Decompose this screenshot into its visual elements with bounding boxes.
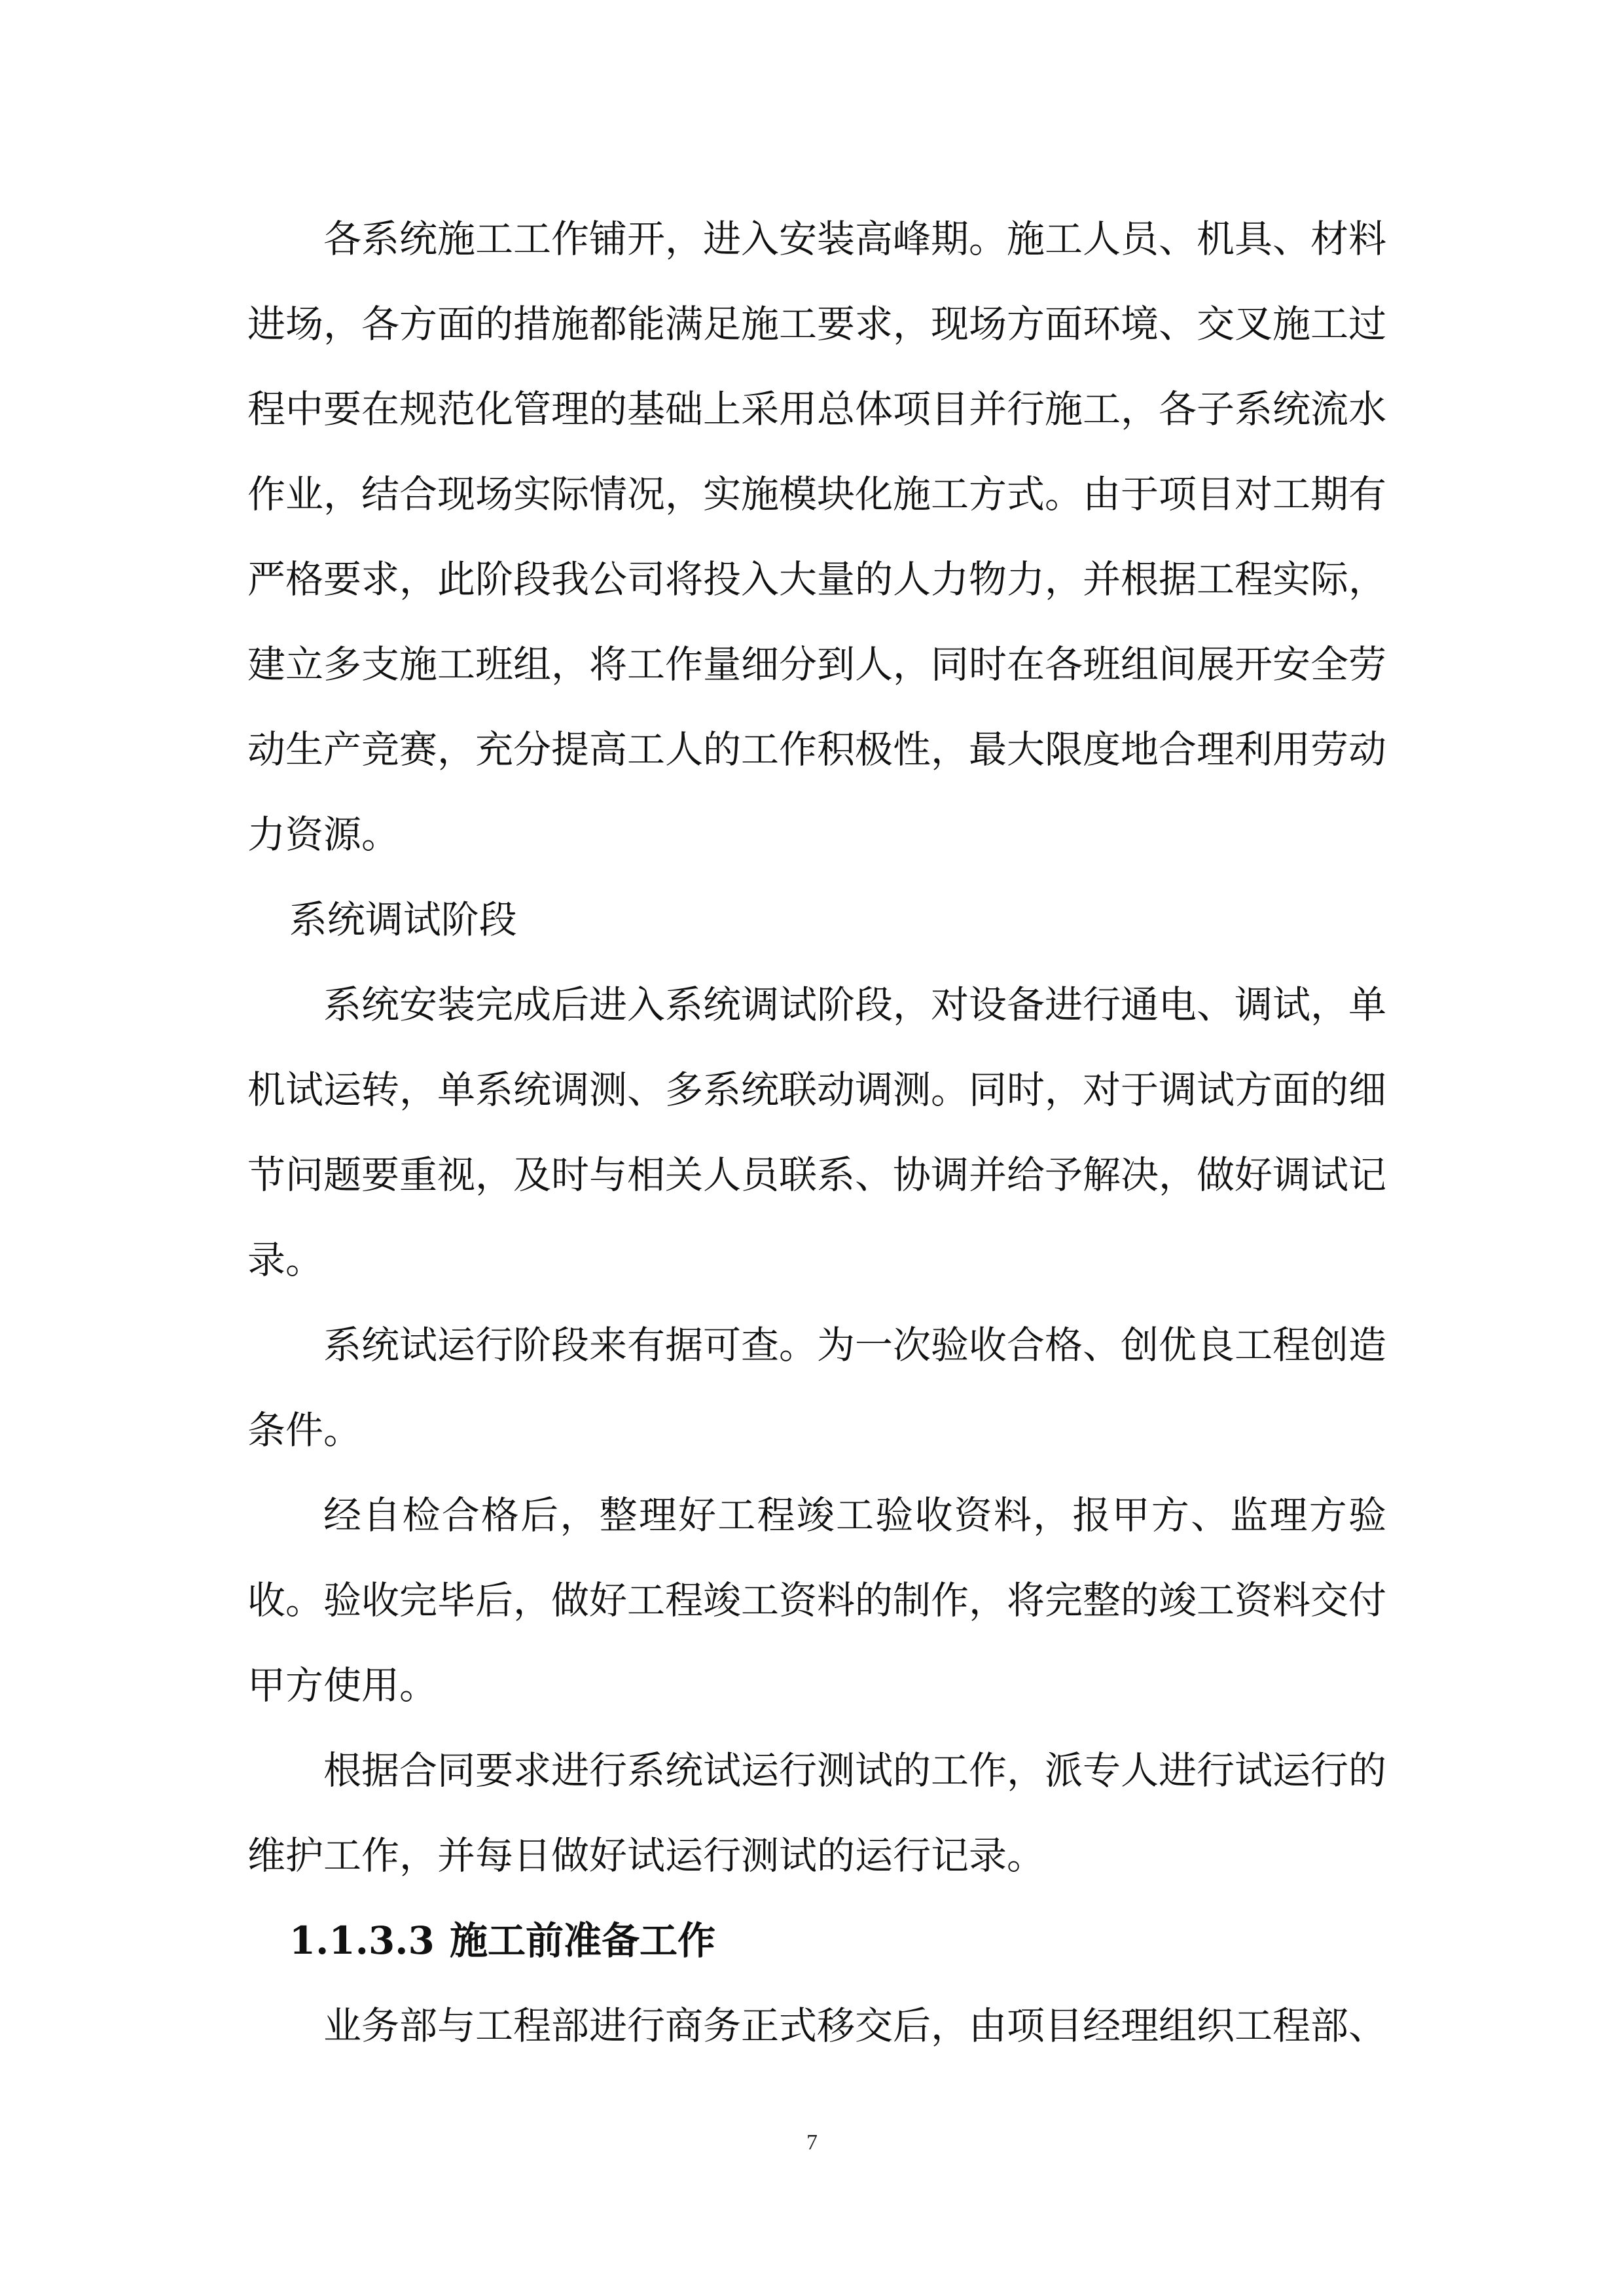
- paragraph-trial-run-maintenance: 根据合同要求进行系统试运行测试的工作，派专人进行试运行的维护工作，并每日做好试运行测试的运行记录。: [247, 1748, 1387, 1878]
- paragraph-installation-peak: 各系统施工工作铺开，进入安装高峰期。施工人员、机具、材料进场，各方面的措施都能满足施工要求，现场方面环境、交叉施工过程中要在规范化管理的基础上采用总体项目并行施工，各子系统流水作业，结合现场实际情况，实施模块化施工方式。由于项目对工期有严格要求，此阶段我公司将投入大量的人力物力，并根据工程实际，建立多支施工班组，将工作量细分到人，同时在各班组间展开安全劳动生产竞赛，充分提高工人的工作积极性，最大限度地合理利用劳动力资源。: [247, 217, 1387, 857]
- section-heading: [247, 1898, 1386, 1983]
- section-heading-title: 施工前准备工作: [450, 1918, 716, 1963]
- paragraph-acceptance: 经自检合格后，整理好工程竣工验收资料，报甲方、监理方验收。验收完毕后，做好工程竣工资料的制作，将完整的竣工资料交付甲方使用。: [247, 1493, 1387, 1708]
- paragraph-trial-run: 系统试运行阶段来有据可查。为一次验收合格、创优良工程创造条件。: [247, 1323, 1387, 1452]
- paragraph-system-debugging: 系统安装完成后进入系统调试阶段，对设备进行通电、调试，单机试运转，单系统调测、多系统联动调测。同时，对于调试方面的细节问题要重视，及时与相关人员联系、协调并给予解决，做好调试记录。: [247, 982, 1387, 1282]
- section-heading-number: 1.1.3.3: [289, 1918, 435, 1963]
- paragraph-handover: 业务部与工程部进行商务正式移交后，由项目经理组织工程部、: [323, 2003, 1387, 2048]
- page-number: 7: [806, 2130, 818, 2155]
- document-body: [247, 196, 1386, 2068]
- section-label-system-debugging: 系统调试阶段: [289, 897, 517, 942]
